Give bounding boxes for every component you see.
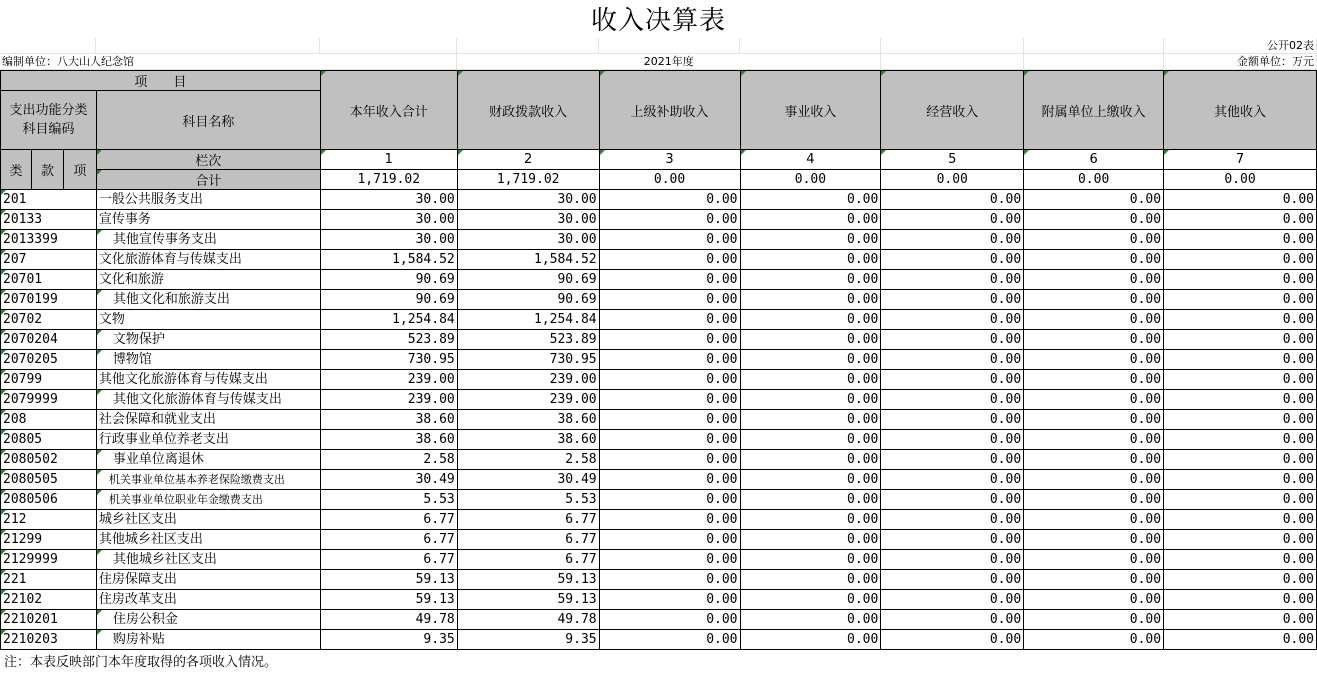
amount-cell[interactable]: 0.00 [1024,210,1164,230]
subject-name-cell[interactable]: 其他宣传事务支出 [96,230,320,250]
amount-cell[interactable]: 0.00 [599,250,740,270]
total-cell[interactable]: 0.00 [599,170,740,190]
subject-name-cell[interactable]: 宣传事务 [96,210,320,230]
amount-cell[interactable]: 0.00 [1164,570,1317,590]
amount-cell[interactable]: 9.35 [457,630,599,650]
amount-cell[interactable]: 0.00 [599,310,740,330]
meta-cell[interactable] [1024,54,1164,70]
col-number-7[interactable]: 7 [1164,150,1317,170]
amount-cell[interactable]: 0.00 [740,590,881,610]
column-no-header[interactable]: 栏次 [96,150,320,170]
amount-cell[interactable]: 0.00 [599,270,740,290]
table-row [1,530,1317,550]
table-row [1,570,1317,590]
col-header-6[interactable]: 附属单位上缴收入 [1024,71,1164,150]
meta-cell[interactable] [320,38,457,54]
amount-cell[interactable]: 30.00 [320,190,457,210]
amount-cell[interactable]: 239.00 [320,370,457,390]
subject-name-cell[interactable]: 社会保障和就业支出 [96,410,320,430]
col-header-3[interactable]: 上级补助收入 [599,71,740,150]
amount-cell[interactable]: 9.35 [320,630,457,650]
subject-code-cell[interactable]: 20805 [1,430,97,450]
col-number-3[interactable]: 3 [599,150,740,170]
amount-cell[interactable]: 0.00 [740,290,881,310]
amount-cell[interactable]: 0.00 [599,550,740,570]
amount-cell[interactable]: 0.00 [1024,270,1164,290]
amount-cell[interactable]: 0.00 [1164,370,1317,390]
total-cell[interactable]: 0.00 [881,170,1024,190]
amount-cell[interactable]: 0.00 [1024,630,1164,650]
amount-cell[interactable]: 0.00 [599,490,740,510]
form-code[interactable]: 公开02表 [1163,38,1316,54]
xiang-header[interactable]: 项 [63,150,96,190]
table-row [1,350,1317,370]
amount-cell[interactable]: 0.00 [599,610,740,630]
amount-cell[interactable]: 523.89 [457,330,599,350]
total-cell[interactable]: 1,719.02 [457,170,599,190]
amount-cell[interactable]: 0.00 [740,430,881,450]
report-year[interactable]: 2021年度 [457,54,881,70]
subject-code-cell[interactable]: 212 [1,510,97,530]
subject-name-cell[interactable]: 事业单位离退休 [96,450,320,470]
amount-cell[interactable]: 6.77 [457,550,599,570]
amount-cell[interactable]: 0.00 [881,590,1024,610]
amount-cell[interactable]: 5.53 [457,490,599,510]
amount-cell[interactable]: 0.00 [1024,590,1164,610]
amount-cell[interactable]: 2.58 [320,450,457,470]
subject-name-cell[interactable]: 住房改革支出 [96,590,320,610]
subject-name-cell[interactable]: 文化和旅游 [96,270,320,290]
amount-cell[interactable]: 0.00 [1024,310,1164,330]
amount-cell[interactable]: 0.00 [1024,570,1164,590]
amount-cell[interactable]: 0.00 [740,390,881,410]
amount-cell[interactable]: 59.13 [320,570,457,590]
col-header-4[interactable]: 事业收入 [740,71,881,150]
subject-code-cell[interactable]: 2080506 [1,490,97,510]
amount-cell[interactable]: 0.00 [1164,390,1317,410]
amount-cell[interactable]: 0.00 [881,210,1024,230]
unit-label[interactable]: 编制单位：八大山人纪念馆 [0,54,457,70]
amount-cell[interactable]: 0.00 [1164,230,1317,250]
amount-cell[interactable]: 0.00 [881,430,1024,450]
amount-cell[interactable]: 6.77 [457,510,599,530]
amount-cell[interactable]: 0.00 [1164,470,1317,490]
amount-cell[interactable]: 0.00 [1164,610,1317,630]
table-row [1,510,1317,530]
subject-code-cell[interactable]: 2080502 [1,450,97,470]
amount-cell[interactable]: 0.00 [1164,410,1317,430]
table-row [1,470,1317,490]
footnote: 注：本表反映部门本年度取得的各项收入情况。 [4,655,278,670]
amount-cell[interactable]: 0.00 [1024,430,1164,450]
subject-name-cell[interactable]: 其他城乡社区支出 [96,550,320,570]
amount-cell[interactable]: 0.00 [1164,590,1317,610]
amount-cell[interactable]: 1,584.52 [320,250,457,270]
amount-cell[interactable]: 0.00 [1024,550,1164,570]
col-number-1[interactable]: 1 [320,150,457,170]
currency-unit[interactable]: 金额单位：万元 [1163,54,1316,70]
amount-cell[interactable]: 0.00 [740,210,881,230]
amount-cell[interactable]: 0.00 [881,330,1024,350]
subject-code-cell[interactable]: 20133 [1,210,97,230]
amount-cell[interactable]: 0.00 [599,290,740,310]
amount-cell[interactable]: 0.00 [740,350,881,370]
col-number-6[interactable]: 6 [1024,150,1164,170]
amount-cell[interactable]: 239.00 [457,390,599,410]
amount-cell[interactable]: 0.00 [740,550,881,570]
amount-cell[interactable]: 0.00 [599,190,740,210]
amount-cell[interactable]: 0.00 [1024,350,1164,370]
amount-cell[interactable]: 0.00 [1164,190,1317,210]
table-row [1,550,1317,570]
amount-cell[interactable]: 0.00 [740,230,881,250]
amount-cell[interactable]: 59.13 [457,590,599,610]
amount-cell[interactable]: 0.00 [1024,490,1164,510]
amount-cell[interactable]: 0.00 [740,530,881,550]
subject-code-cell[interactable]: 201 [1,190,97,210]
col-number-5[interactable]: 5 [881,150,1024,170]
table-row [1,450,1317,470]
amount-cell[interactable]: 59.13 [320,590,457,610]
amount-cell[interactable]: 0.00 [1164,550,1317,570]
amount-cell[interactable]: 0.00 [881,230,1024,250]
amount-cell[interactable]: 1,584.52 [457,250,599,270]
amount-cell[interactable]: 0.00 [881,630,1024,650]
amount-cell[interactable]: 0.00 [881,530,1024,550]
amount-cell[interactable]: 90.69 [457,270,599,290]
amount-cell[interactable]: 0.00 [1164,250,1317,270]
amount-cell[interactable]: 0.00 [881,390,1024,410]
amount-cell[interactable]: 0.00 [740,510,881,530]
amount-cell[interactable]: 0.00 [740,410,881,430]
subject-name-cell[interactable]: 其他城乡社区支出 [96,530,320,550]
amount-cell[interactable]: 0.00 [1024,410,1164,430]
amount-cell[interactable]: 0.00 [599,230,740,250]
subject-name-cell[interactable]: 住房公积金 [96,610,320,630]
amount-cell[interactable]: 0.00 [599,370,740,390]
amount-cell[interactable]: 730.95 [457,350,599,370]
subject-name-header[interactable]: 科目名称 [96,91,320,150]
subject-code-cell[interactable]: 2013399 [1,230,97,250]
amount-cell[interactable]: 0.00 [881,470,1024,490]
amount-cell[interactable]: 90.69 [457,290,599,310]
amount-cell[interactable]: 0.00 [881,290,1024,310]
amount-cell[interactable]: 0.00 [740,330,881,350]
meta-table [0,38,1317,70]
amount-cell[interactable]: 0.00 [1024,450,1164,470]
subject-code-cell[interactable]: 2210203 [1,630,97,650]
table-row [1,490,1317,510]
meta-cell[interactable] [0,38,96,54]
meta-area [0,38,1317,70]
table-row [1,370,1317,390]
kuan-header[interactable]: 款 [31,150,63,190]
item-group-header[interactable]: 项 目 [1,71,321,91]
subject-code-cell[interactable]: 20701 [1,270,97,290]
amount-cell[interactable]: 0.00 [740,270,881,290]
table-row [1,410,1317,430]
total-cell[interactable]: 0.00 [1164,170,1317,190]
amount-cell[interactable]: 0.00 [1164,330,1317,350]
subject-code-cell[interactable]: 2070204 [1,330,97,350]
meta-cell[interactable] [1024,38,1164,54]
col-header-2[interactable]: 财政拨款收入 [457,71,599,150]
table-row [1,270,1317,290]
amount-cell[interactable]: 5.53 [320,490,457,510]
amount-cell[interactable]: 90.69 [320,270,457,290]
subject-code-cell[interactable]: 2079999 [1,390,97,410]
amount-cell[interactable]: 30.00 [457,230,599,250]
amount-cell[interactable]: 0.00 [1024,230,1164,250]
amount-cell[interactable]: 30.49 [457,470,599,490]
table-row [1,250,1317,270]
amount-cell[interactable]: 38.60 [320,410,457,430]
amount-cell[interactable]: 0.00 [1024,510,1164,530]
table-row [1,210,1317,230]
amount-cell[interactable]: 0.00 [1024,370,1164,390]
amount-cell[interactable]: 0.00 [740,610,881,630]
amount-cell[interactable]: 38.60 [320,430,457,450]
amount-cell[interactable]: 0.00 [740,490,881,510]
col-number-4[interactable]: 4 [740,150,881,170]
amount-cell[interactable]: 0.00 [1024,470,1164,490]
amount-cell[interactable]: 0.00 [881,550,1024,570]
table-row [1,290,1317,310]
title-row [0,0,1317,38]
income-table [0,70,1317,650]
amount-cell[interactable]: 730.95 [320,350,457,370]
amount-cell[interactable]: 0.00 [1164,630,1317,650]
meta-cell[interactable] [740,38,881,54]
table-row [1,430,1317,450]
amount-cell[interactable]: 90.69 [320,290,457,310]
amount-cell[interactable]: 0.00 [881,510,1024,530]
amount-cell[interactable]: 0.00 [599,430,740,450]
table-row [1,610,1317,630]
subject-name-cell[interactable]: 其他文化旅游体育与传媒支出 [96,370,320,390]
subject-name-cell[interactable]: 文物保护 [96,330,320,350]
amount-cell[interactable]: 2.58 [457,450,599,470]
amount-cell[interactable]: 0.00 [1024,250,1164,270]
amount-cell[interactable]: 30.49 [320,470,457,490]
amount-cell[interactable]: 6.77 [457,530,599,550]
subject-code-cell[interactable]: 2070205 [1,350,97,370]
subject-code-cell[interactable]: 21299 [1,530,97,550]
col-header-7[interactable]: 其他收入 [1164,71,1317,150]
amount-cell[interactable]: 0.00 [881,610,1024,630]
subject-code-cell[interactable]: 2129999 [1,550,97,570]
subject-code-cell[interactable]: 2210201 [1,610,97,630]
amount-cell[interactable]: 0.00 [1024,530,1164,550]
amount-cell[interactable]: 0.00 [599,410,740,430]
amount-cell[interactable]: 0.00 [740,450,881,470]
amount-cell[interactable]: 523.89 [320,330,457,350]
subject-name-cell[interactable]: 城乡社区支出 [96,510,320,530]
amount-cell[interactable]: 0.00 [1164,530,1317,550]
total-cell[interactable]: 1,719.02 [320,170,457,190]
amount-cell[interactable]: 0.00 [599,570,740,590]
amount-cell[interactable]: 49.78 [457,610,599,630]
meta-cell[interactable] [96,38,320,54]
amount-cell[interactable]: 59.13 [457,570,599,590]
amount-cell[interactable]: 30.00 [457,210,599,230]
amount-cell[interactable]: 0.00 [1024,290,1164,310]
amount-cell[interactable]: 0.00 [881,450,1024,470]
amount-cell[interactable]: 0.00 [881,310,1024,330]
amount-cell[interactable]: 0.00 [599,450,740,470]
amount-cell[interactable]: 38.60 [457,430,599,450]
amount-cell[interactable]: 38.60 [457,410,599,430]
amount-cell[interactable]: 0.00 [740,370,881,390]
subject-code-cell[interactable]: 221 [1,570,97,590]
table-row [1,230,1317,250]
subject-name-cell[interactable]: 其他文化旅游体育与传媒支出 [96,390,320,410]
table-row [1,590,1317,610]
amount-cell[interactable]: 0.00 [740,310,881,330]
col-header-1[interactable]: 本年收入合计 [320,71,457,150]
subject-code-cell[interactable]: 208 [1,410,97,430]
code-group-header[interactable]: 支出功能分类科目编码 [1,91,97,150]
col-header-5[interactable]: 经营收入 [881,71,1024,150]
amount-cell[interactable]: 0.00 [881,270,1024,290]
amount-cell[interactable]: 0.00 [740,630,881,650]
amount-cell[interactable]: 0.00 [599,590,740,610]
amount-cell[interactable]: 0.00 [881,350,1024,370]
amount-cell[interactable]: 30.00 [320,230,457,250]
amount-cell[interactable]: 0.00 [740,250,881,270]
table-row [1,390,1317,410]
amount-cell[interactable]: 30.00 [457,190,599,210]
amount-cell[interactable]: 0.00 [740,570,881,590]
amount-cell[interactable]: 0.00 [1164,350,1317,370]
amount-cell[interactable]: 0.00 [881,570,1024,590]
subject-name-cell[interactable]: 其他文化和旅游支出 [96,290,320,310]
amount-cell[interactable]: 0.00 [881,410,1024,430]
amount-cell[interactable]: 0.00 [599,470,740,490]
page-title: 收入决算表 [590,6,726,36]
subject-code-cell[interactable]: 20799 [1,370,97,390]
amount-cell[interactable]: 0.00 [740,190,881,210]
col-number-2[interactable]: 2 [457,150,599,170]
meta-cell[interactable] [457,38,599,54]
lei-header[interactable]: 类 [1,150,32,190]
amount-cell[interactable]: 0.00 [599,350,740,370]
amount-cell[interactable]: 6.77 [320,530,457,550]
total-cell[interactable]: 0.00 [1024,170,1164,190]
subject-code-cell[interactable]: 207 [1,250,97,270]
amount-cell[interactable]: 0.00 [1164,490,1317,510]
subject-name-cell[interactable]: 机关事业单位基本养老保险缴费支出 [96,470,320,490]
subject-name-cell[interactable]: 一般公共服务支出 [96,190,320,210]
subject-name-cell[interactable]: 行政事业单位养老支出 [96,430,320,450]
table-row [1,190,1317,210]
table-row [1,310,1317,330]
amount-cell[interactable]: 239.00 [457,370,599,390]
amount-cell[interactable]: 0.00 [881,490,1024,510]
amount-cell[interactable]: 0.00 [1164,290,1317,310]
amount-cell[interactable]: 1,254.84 [457,310,599,330]
amount-cell[interactable]: 0.00 [599,510,740,530]
subject-name-cell[interactable]: 购房补贴 [96,630,320,650]
amount-cell[interactable]: 0.00 [599,330,740,350]
subject-name-cell[interactable]: 文物 [96,310,320,330]
income-table-area [0,70,1317,650]
subject-code-cell[interactable]: 2070199 [1,290,97,310]
subject-name-cell[interactable]: 住房保障支出 [96,570,320,590]
amount-cell[interactable]: 49.78 [320,610,457,630]
amount-cell[interactable]: 0.00 [740,470,881,490]
amount-cell[interactable]: 0.00 [599,210,740,230]
total-label[interactable]: 合计 [96,170,320,190]
amount-cell[interactable]: 0.00 [1024,610,1164,630]
amount-cell[interactable]: 0.00 [599,530,740,550]
subject-name-cell[interactable]: 博物馆 [96,350,320,370]
table-row [1,330,1317,350]
amount-cell[interactable]: 0.00 [1164,510,1317,530]
amount-cell[interactable]: 6.77 [320,510,457,530]
amount-cell[interactable]: 6.77 [320,550,457,570]
subject-code-cell[interactable]: 22102 [1,590,97,610]
meta-cell[interactable] [881,54,1024,70]
meta-cell[interactable] [881,38,1024,54]
amount-cell[interactable]: 0.00 [1164,270,1317,290]
subject-name-cell[interactable]: 文化旅游体育与传媒支出 [96,250,320,270]
amount-cell[interactable]: 0.00 [599,390,740,410]
amount-cell[interactable]: 0.00 [1164,210,1317,230]
amount-cell[interactable]: 1,254.84 [320,310,457,330]
amount-cell[interactable]: 0.00 [1164,450,1317,470]
amount-cell[interactable]: 239.00 [320,390,457,410]
table-row [1,630,1317,650]
amount-cell[interactable]: 30.00 [320,210,457,230]
amount-cell[interactable]: 0.00 [881,370,1024,390]
total-cell[interactable]: 0.00 [740,170,881,190]
amount-cell[interactable]: 0.00 [1024,190,1164,210]
subject-code-cell[interactable]: 2080505 [1,470,97,490]
subject-name-cell[interactable]: 机关事业单位职业年金缴费支出 [96,490,320,510]
amount-cell[interactable]: 0.00 [1024,390,1164,410]
subject-code-cell[interactable]: 20702 [1,310,97,330]
amount-cell[interactable]: 0.00 [1164,430,1317,450]
amount-cell[interactable]: 0.00 [1164,310,1317,330]
amount-cell[interactable]: 0.00 [1024,330,1164,350]
amount-cell[interactable]: 0.00 [881,190,1024,210]
amount-cell[interactable]: 0.00 [599,630,740,650]
amount-cell[interactable]: 0.00 [881,250,1024,270]
meta-cell[interactable] [599,38,740,54]
